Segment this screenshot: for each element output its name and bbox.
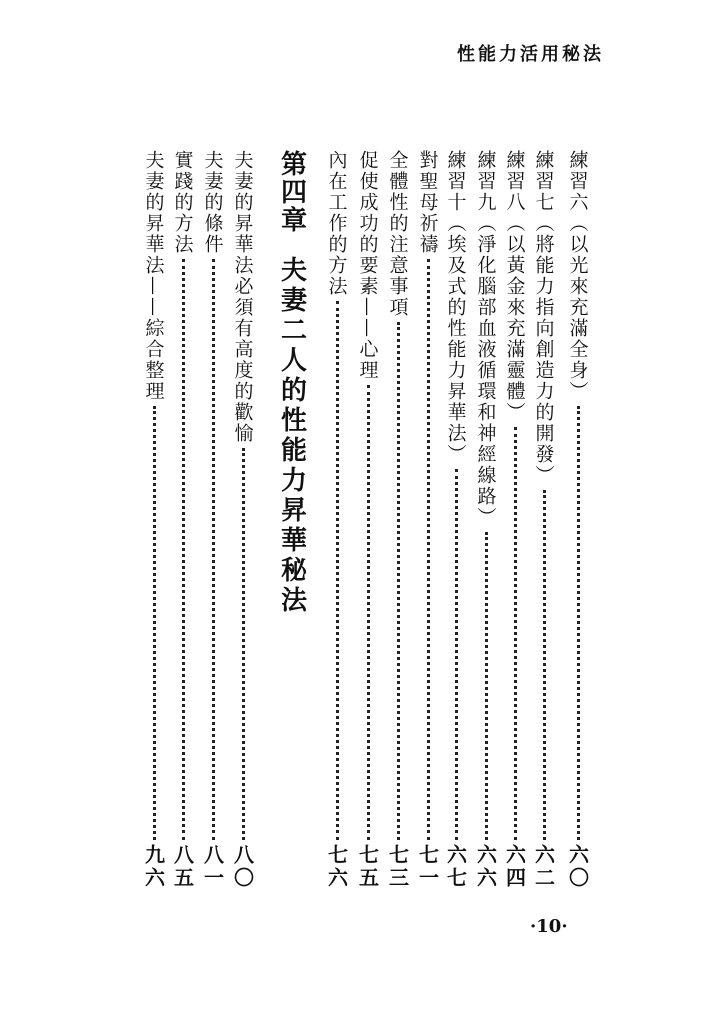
toc-entry (413, 150, 443, 890)
toc-entry (353, 150, 383, 890)
toc-entry-page: 六七 (443, 844, 468, 890)
running-head: 性能力活用秘法 (457, 44, 604, 65)
toc-entry (441, 150, 471, 890)
toc-entry-title: 練習九（淨化腦部血液循環和神經線路） (474, 150, 497, 528)
table-of-contents (0, 150, 724, 910)
dot-leader (455, 469, 458, 840)
toc-entry-page: 七五 (355, 844, 380, 890)
toc-entry-page: 六〇 (565, 844, 590, 890)
toc-entry-page: 八一 (200, 844, 225, 890)
toc-entry-page: 八五 (170, 844, 195, 890)
toc-entry (563, 150, 593, 890)
chapter-heading (272, 150, 312, 670)
toc-entry-page: 七三 (385, 844, 410, 890)
toc-entry-title: 練習八（以黃金來充滿靈體） (503, 150, 526, 423)
toc-entry-title: 全體性的注意事項 (386, 150, 409, 318)
toc-entry-title: 夫妻的昇華法必須有高度的歡愉 (231, 150, 254, 444)
dot-leader (543, 490, 546, 840)
dot-leader (367, 385, 370, 840)
dot-leader (427, 259, 430, 840)
toc-entry-page: 六六 (473, 844, 498, 890)
toc-entry (322, 150, 352, 890)
toc-entry-page: 六二 (531, 844, 556, 890)
toc-entry-page: 八〇 (230, 844, 255, 890)
dot-leader (485, 532, 488, 840)
dot-leader (153, 406, 156, 840)
toc-entry-title: 對聖母祈禱 (416, 150, 439, 255)
toc-entry-page: 七六 (324, 844, 349, 890)
toc-entry-title: 促使成功的要素——心理 (356, 150, 379, 381)
toc-entry (168, 150, 198, 890)
toc-entry-title: 練習十（埃及式的性能力昇華法） (444, 150, 467, 465)
dot-leader (397, 322, 400, 840)
toc-entry (139, 150, 169, 890)
toc-entry (500, 150, 530, 890)
toc-entry (383, 150, 413, 890)
dot-leader (577, 406, 580, 840)
toc-entry (198, 150, 228, 890)
toc-entry-page: 九六 (141, 844, 166, 890)
toc-entry (529, 150, 559, 890)
dot-leader (182, 259, 185, 840)
toc-entry-page: 六四 (502, 844, 527, 890)
dot-leader (242, 448, 245, 840)
toc-entry-title: 練習七（將能力指向創造力的開發） (532, 150, 555, 486)
toc-entry-page: 七一 (415, 844, 440, 890)
toc-entry (471, 150, 501, 890)
toc-entry-title: 實踐的方法 (171, 150, 194, 255)
toc-entry (228, 150, 258, 890)
toc-entry-title: 夫妻的條件 (201, 150, 224, 255)
toc-entry-title: 內在工作的方法 (325, 150, 348, 297)
dot-leader (212, 259, 215, 840)
dot-leader (514, 427, 517, 840)
chapter-number: 第四章 (276, 150, 307, 234)
dot-leader (336, 301, 339, 840)
chapter-title: 夫妻二人的性能力昇華秘法 (276, 256, 307, 616)
toc-entry-title: 練習六（以光來充滿全身） (566, 150, 589, 402)
toc-entry-title: 夫妻的昇華法——綜合整理 (142, 150, 165, 402)
page-number: ·10· (530, 916, 568, 937)
